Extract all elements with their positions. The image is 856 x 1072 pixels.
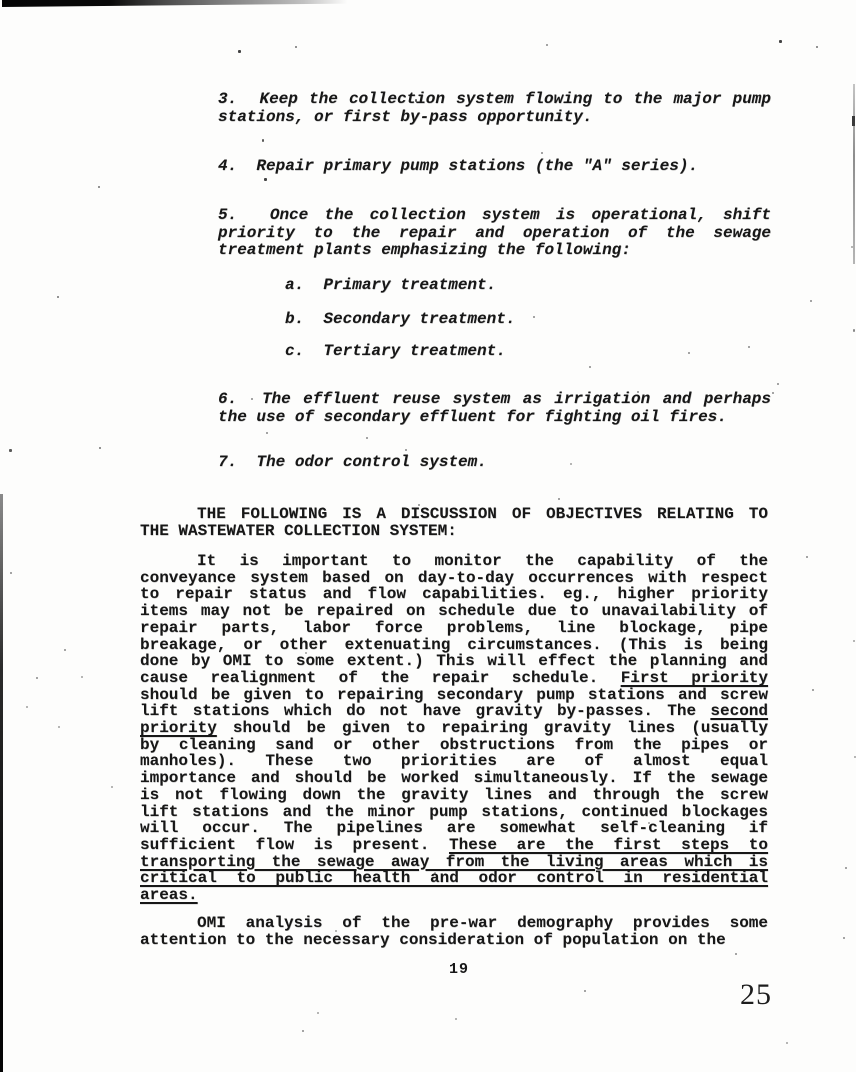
text-line [140, 603, 768, 620]
text-line [285, 277, 705, 295]
text-line [218, 109, 771, 127]
text-segment: a. Primary treatment. [285, 276, 497, 294]
text-segment: 3. Keep the collection system flowing to the major pump [218, 90, 771, 108]
text-line [140, 854, 768, 871]
speckle-dot [853, 329, 855, 332]
text-segment: 4. Repair primary pump stations (the "A" series). [218, 157, 699, 175]
underlined-text-segment: critical to public health and odor control in residential [140, 869, 768, 888]
text-line [140, 870, 768, 887]
text-line [140, 670, 768, 687]
underlined-text-segment: priority [140, 719, 217, 738]
underlined-text-segment: transporting the sewage away from the living areas which is [140, 852, 768, 871]
underlined-text-segment: These are the first steps to [448, 835, 769, 854]
speckle-dot [816, 46, 818, 48]
text-line [140, 787, 768, 804]
list-item-3 [218, 91, 771, 126]
speckle-dot [111, 786, 113, 788]
speckle-dot [735, 953, 737, 955]
text-segment: priority to the repair and operation of the sewage [218, 223, 771, 242]
speckle-dot [541, 152, 543, 154]
text-segment: b. Secondary treatment. [285, 310, 516, 328]
speckle-dot [853, 640, 855, 642]
text-line [218, 454, 771, 472]
speckle-dot [317, 1012, 319, 1014]
speckle-dot [58, 726, 60, 728]
speckle-dot [546, 44, 548, 46]
list-item-6 [218, 391, 771, 426]
text-line [218, 242, 771, 260]
speckle-dot [772, 392, 774, 394]
speckle-dot [36, 677, 38, 679]
speckle-dot [405, 449, 407, 451]
speckle-dot [589, 366, 591, 368]
text-line [140, 553, 768, 570]
scan-artifact-top-edge [2, 0, 362, 7]
speckle-dot [779, 40, 782, 43]
text-segment: lift stations and the minor pump stations, continued blockages [140, 802, 768, 821]
scan-artifact-right-blip [852, 116, 855, 126]
scan-artifact-left-edge [0, 494, 3, 1072]
text-line [285, 343, 705, 361]
text-segment: breakage, or other extenuating circumstances. (This is being [140, 635, 768, 654]
speckle-dot [806, 556, 808, 558]
text-segment: OMI analysis of the pre-war demography provides some [197, 914, 768, 932]
text-line [218, 91, 771, 109]
text-segment: THE WASTEWATER COLLECTION SYSTEM: [140, 521, 457, 540]
speckle-dot [264, 178, 267, 181]
text-line [140, 915, 768, 932]
speckle-dot [777, 383, 779, 385]
text-line [218, 391, 771, 409]
text-segment: lift stations which do not have gravity by-passes. The [140, 702, 711, 721]
speckle-dot [266, 432, 268, 434]
text-segment: importance and should be worked simultaneously. If the sewage [140, 769, 768, 788]
speckle-dot [99, 447, 101, 449]
text-line [218, 225, 771, 243]
speckle-dot [98, 186, 100, 188]
text-segment: items may not be repaired on schedule due to unavailability of [140, 602, 768, 621]
speckle-dot [455, 1018, 457, 1020]
underlined-text-segment: First priority [620, 668, 769, 687]
text-segment: THE FOLLOWING IS A DISCUSSION OF OBJECTIVES RELATING TO [197, 505, 768, 523]
text-segment: treatment plants emphasizing the following: [218, 241, 631, 260]
text-line [140, 653, 768, 670]
speckle-dot [845, 867, 847, 869]
text-line [140, 770, 768, 787]
text-segment: stations, or first by-pass opportunity. [218, 107, 593, 126]
text-line [140, 523, 768, 540]
text-line [140, 753, 768, 770]
text-segment: should be given to repairing gravity lines (usually [216, 719, 768, 738]
text-segment: It is important to monitor the capability of the [197, 552, 768, 570]
list-item-5a [285, 277, 705, 295]
section-heading [140, 506, 768, 539]
text-segment: sufficient flow is present. [140, 835, 449, 854]
text-segment: attention to the necessary consideration of population on the [140, 930, 726, 949]
speckle-dot [786, 1042, 788, 1044]
speckle-dot [64, 649, 66, 651]
text-line [140, 637, 768, 654]
text-segment: c. Tertiary treatment. [285, 342, 506, 360]
paragraph-collection-system [140, 553, 768, 904]
text-line [140, 687, 768, 704]
text-line [285, 311, 705, 329]
text-line [140, 887, 768, 904]
page-number: 19 [449, 961, 470, 978]
text-segment: conveyance system based on day-to-day occurrences with respect [140, 568, 768, 587]
text-segment: by cleaning sand or other obstructions from the pipes or [140, 735, 768, 754]
text-segment: manholes). These two priorities are of almost equal [140, 752, 768, 771]
speckle-dot [262, 139, 264, 142]
list-item-5c [285, 343, 705, 361]
text-segment: cause realignment of the repair schedule. [140, 668, 621, 687]
text-line [140, 586, 768, 603]
speckle-dot [238, 50, 241, 53]
speckle-dot [558, 498, 560, 500]
text-line [140, 620, 768, 637]
text-segment: 7. The odor control system. [218, 453, 487, 471]
underlined-text-segment: second [710, 702, 768, 721]
text-segment: done by OMI to some extent.) This will effect the planning and [140, 652, 768, 671]
list-item-5b [285, 311, 705, 329]
text-line [140, 720, 768, 737]
list-item-5 [218, 207, 771, 260]
text-line [218, 158, 771, 176]
paragraph-omi-analysis [140, 915, 768, 948]
speckle-dot [26, 706, 28, 708]
text-line [140, 837, 768, 854]
speckle-dot [295, 46, 297, 48]
text-segment: should be given to repairing secondary pump stations and screw [140, 685, 768, 704]
speckle-dot [812, 689, 814, 691]
list-item-4 [218, 158, 771, 176]
text-line [140, 804, 768, 821]
speckle-dot [748, 346, 750, 348]
text-line [140, 506, 768, 523]
text-segment: 5. Once the collection system is operational, shift [218, 206, 771, 224]
text-line [218, 409, 771, 427]
text-line [140, 820, 768, 837]
speckle-dot [10, 572, 12, 574]
stamped-page-number: 25 [740, 978, 772, 1011]
speckle-dot [81, 676, 83, 678]
text-segment: to repair status and flow capabilities. eg., higher priority [140, 585, 768, 604]
speckle-dot [851, 246, 853, 248]
text-segment: is not flowing down the gravity lines and through the screw [140, 785, 768, 804]
speckle-dot [843, 937, 845, 939]
list-item-7 [218, 454, 771, 472]
text-segment: will occur. The pipelines are somewhat self-cleaning if [140, 819, 768, 838]
text-segment: 6. The effluent reuse system as irrigation and perhaps [218, 390, 771, 408]
text-segment: the use of secondary effluent for fighting oil fires. [218, 407, 727, 426]
text-line [140, 737, 768, 754]
speckle-dot [584, 990, 586, 992]
text-line [140, 703, 768, 720]
scan-artifact-right-edge [853, 84, 855, 264]
text-line [140, 932, 768, 949]
text-segment: repair parts, labor force problems, line blockage, pipe [140, 618, 768, 637]
underlined-text-segment: areas. [140, 886, 198, 905]
speckle-dot [302, 1030, 304, 1032]
speckle-dot [9, 449, 12, 452]
text-line [140, 570, 768, 587]
speckle-dot [810, 300, 812, 302]
speckle-dot [366, 437, 368, 439]
speckle-dot [57, 296, 59, 298]
text-line [218, 207, 771, 225]
